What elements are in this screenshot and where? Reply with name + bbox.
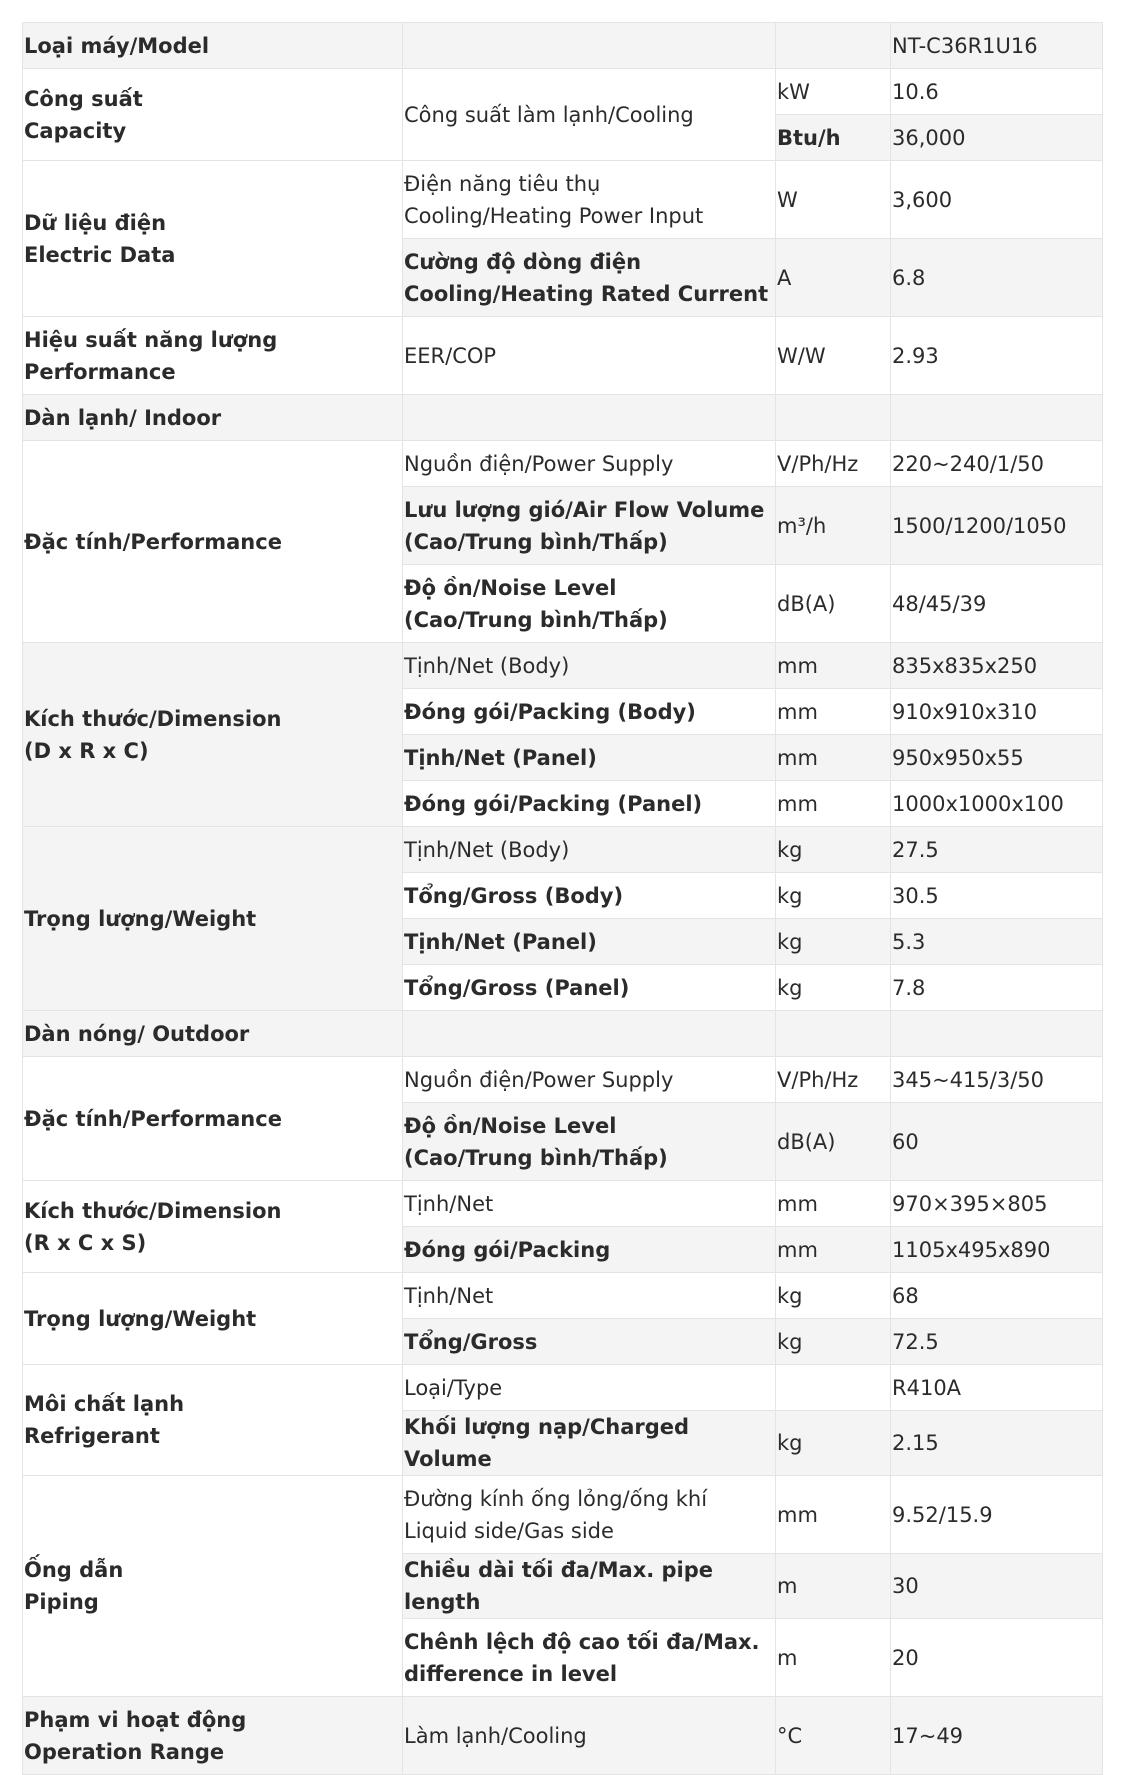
parameter-cell — [403, 161, 776, 239]
unit-cell: mm — [776, 735, 891, 781]
parameter-cell — [403, 1411, 776, 1476]
group-label-cell — [23, 317, 403, 395]
value-cell: R410A — [891, 1365, 1103, 1411]
group-label-cell — [23, 1011, 403, 1057]
group-label-cell — [23, 69, 403, 161]
table-row — [23, 23, 1103, 69]
value-cell — [891, 395, 1103, 441]
value-cell: 2.93 — [891, 317, 1103, 395]
value-cell: 835x835x250 — [891, 643, 1103, 689]
value-cell: 1105x495x890 — [891, 1227, 1103, 1273]
value-cell: 9.52/15.9 — [891, 1476, 1103, 1554]
parameter-label-line: Tịnh/Net (Panel) — [404, 745, 597, 770]
parameter-cell — [403, 441, 776, 487]
unit-cell: V/Ph/Hz — [776, 1057, 891, 1103]
parameter-label-line: Độ ồn/Noise Level — [404, 575, 617, 600]
parameter-label-line: Lưu lượng gió/Air Flow Volume — [404, 497, 765, 522]
parameter-label-line: Cường độ dòng điện — [404, 249, 642, 274]
group-label-line: Piping — [24, 1590, 99, 1614]
group-label-line: (R x C x S) — [24, 1230, 147, 1255]
unit-cell: mm — [776, 1227, 891, 1273]
group-label-line: Trọng lượng/Weight — [24, 1306, 257, 1331]
unit-cell: kg — [776, 1319, 891, 1365]
value-cell: 910x910x310 — [891, 689, 1103, 735]
group-label-cell — [23, 1273, 403, 1365]
parameter-cell — [403, 239, 776, 317]
parameter-label-line: Độ ồn/Noise Level — [404, 1113, 617, 1138]
parameter-cell — [403, 1227, 776, 1273]
parameter-label-line: Chênh lệch độ cao tối đa/Max. — [404, 1629, 760, 1654]
table-row — [23, 827, 1103, 873]
parameter-cell — [403, 1103, 776, 1181]
unit-cell: kg — [776, 919, 891, 965]
group-label-line: Dữ liệu điện — [24, 210, 167, 235]
parameter-cell — [403, 1057, 776, 1103]
unit-cell — [776, 23, 891, 69]
value-cell: 345~415/3/50 — [891, 1057, 1103, 1103]
value-cell: 5.3 — [891, 919, 1103, 965]
value-cell — [891, 1011, 1103, 1057]
group-label-cell — [23, 1181, 403, 1273]
parameter-label-line: difference in level — [404, 1661, 618, 1686]
unit-cell: V/Ph/Hz — [776, 441, 891, 487]
unit-cell: Btu/h — [776, 115, 891, 161]
parameter-cell — [403, 781, 776, 827]
parameter-cell — [403, 1619, 776, 1697]
parameter-label-line: Nguồn điện/Power Supply — [404, 1067, 674, 1092]
value-cell: 970×395×805 — [891, 1181, 1103, 1227]
group-label-line: Capacity — [24, 118, 127, 143]
group-label-cell — [23, 161, 403, 317]
value-cell: 2.15 — [891, 1411, 1103, 1476]
parameter-cell — [403, 965, 776, 1011]
value-cell: 10.6 — [891, 69, 1103, 115]
value-cell: 1000x1000x100 — [891, 781, 1103, 827]
table-row — [23, 1181, 1103, 1227]
value-cell: 20 — [891, 1619, 1103, 1697]
table-row — [23, 161, 1103, 239]
group-label-cell — [23, 23, 403, 69]
unit-cell: A — [776, 239, 891, 317]
table-row — [23, 1057, 1103, 1103]
parameter-label-line: Đóng gói/Packing — [404, 1237, 611, 1262]
group-label-cell — [23, 1697, 403, 1775]
parameter-label-line: Công suất làm lạnh/Cooling — [404, 102, 694, 127]
parameter-cell — [403, 1273, 776, 1319]
parameter-cell — [403, 1011, 776, 1057]
table-row — [23, 1697, 1103, 1775]
table-row — [23, 395, 1103, 441]
unit-cell: kg — [776, 1411, 891, 1476]
group-label-line: Đặc tính/Performance — [24, 529, 282, 554]
value-cell: 30.5 — [891, 873, 1103, 919]
parameter-label-line: Cooling/Heating Power Input — [404, 203, 704, 228]
value-cell: 17~49 — [891, 1697, 1103, 1775]
group-label-line: Dàn lạnh/ Indoor — [24, 405, 222, 430]
parameter-cell — [403, 643, 776, 689]
table-row — [23, 1273, 1103, 1319]
group-label-cell — [23, 1057, 403, 1181]
group-label-line: Refrigerant — [24, 1424, 160, 1448]
parameter-label-line: Tịnh/Net — [404, 1283, 494, 1308]
group-label-line: Phạm vi hoạt động — [24, 1707, 247, 1732]
parameter-label-line: Chiều dài tối đa/Max. pipe length — [404, 1558, 714, 1614]
value-cell: 68 — [891, 1273, 1103, 1319]
value-cell: 36,000 — [891, 115, 1103, 161]
parameter-cell — [403, 919, 776, 965]
parameter-cell — [403, 827, 776, 873]
value-cell: 27.5 — [891, 827, 1103, 873]
parameter-cell — [403, 689, 776, 735]
value-cell: 30 — [891, 1554, 1103, 1619]
table-row — [23, 441, 1103, 487]
parameter-label-line: Đường kính ống lỏng/ống khí — [404, 1486, 708, 1511]
parameter-label-line: Nguồn điện/Power Supply — [404, 451, 674, 476]
parameter-label-line: Đóng gói/Packing (Body) — [404, 699, 696, 724]
unit-cell: W/W — [776, 317, 891, 395]
spec-table-wrapper — [22, 22, 1102, 1775]
spec-table — [22, 22, 1103, 1775]
group-label-line: Dàn nóng/ Outdoor — [24, 1021, 250, 1046]
parameter-label-line: Điện năng tiêu thụ — [404, 171, 601, 196]
unit-cell: mm — [776, 643, 891, 689]
table-row — [23, 1476, 1103, 1554]
unit-cell — [776, 1011, 891, 1057]
unit-cell: W — [776, 161, 891, 239]
value-cell: 60 — [891, 1103, 1103, 1181]
unit-cell: dB(A) — [776, 565, 891, 643]
parameter-label-line: EER/COP — [404, 343, 497, 368]
group-label-line: Hiệu suất năng lượng — [24, 327, 278, 352]
value-cell: 3,600 — [891, 161, 1103, 239]
parameter-label-line: Tổng/Gross — [404, 1329, 538, 1354]
value-cell: 72.5 — [891, 1319, 1103, 1365]
value-cell: 48/45/39 — [891, 565, 1103, 643]
unit-cell: mm — [776, 1181, 891, 1227]
value-cell: 950x950x55 — [891, 735, 1103, 781]
parameter-cell — [403, 1181, 776, 1227]
unit-cell: kg — [776, 965, 891, 1011]
group-label-line: Môi chất lạnh — [24, 1392, 185, 1416]
parameter-cell — [403, 1697, 776, 1775]
group-label-cell — [23, 827, 403, 1011]
unit-cell: dB(A) — [776, 1103, 891, 1181]
unit-cell: kg — [776, 827, 891, 873]
parameter-label-line: Loại/Type — [404, 1375, 503, 1400]
group-label-cell — [23, 643, 403, 827]
unit-cell: mm — [776, 1476, 891, 1554]
group-label-line: Performance — [24, 359, 176, 384]
parameter-cell — [403, 1554, 776, 1619]
parameter-cell — [403, 873, 776, 919]
group-label-line: Electric Data — [24, 242, 176, 267]
parameter-label-line: Tịnh/Net — [404, 1191, 494, 1216]
group-label-cell — [23, 395, 403, 441]
unit-cell — [776, 1365, 891, 1411]
parameter-label-line: Tổng/Gross (Panel) — [404, 975, 630, 1000]
table-row — [23, 1011, 1103, 1057]
value-cell: 1500/1200/1050 — [891, 487, 1103, 565]
parameter-cell — [403, 735, 776, 781]
parameter-cell — [403, 69, 776, 161]
parameter-label-line: (Cao/Trung bình/Thấp) — [404, 529, 668, 554]
unit-cell — [776, 395, 891, 441]
group-label-line: Công suất — [24, 86, 143, 111]
unit-cell: m — [776, 1554, 891, 1619]
group-label-cell — [23, 441, 403, 643]
group-label-line: Trọng lượng/Weight — [24, 906, 257, 931]
parameter-label-line: Tịnh/Net (Body) — [404, 653, 570, 678]
parameter-cell — [403, 1319, 776, 1365]
unit-cell: kg — [776, 1273, 891, 1319]
parameter-label-line: Tổng/Gross (Body) — [404, 883, 624, 908]
unit-cell: m — [776, 1619, 891, 1697]
parameter-cell — [403, 565, 776, 643]
unit-cell: °C — [776, 1697, 891, 1775]
unit-cell: m³/h — [776, 487, 891, 565]
parameter-cell — [403, 487, 776, 565]
group-label-cell — [23, 1476, 403, 1697]
value-cell: 7.8 — [891, 965, 1103, 1011]
spec-table-body — [23, 23, 1103, 1775]
value-cell: NT-C36R1U16 — [891, 23, 1103, 69]
parameter-label-line: Đóng gói/Packing (Panel) — [404, 791, 703, 816]
table-row — [23, 1365, 1103, 1411]
value-cell: 6.8 — [891, 239, 1103, 317]
parameter-cell — [403, 1365, 776, 1411]
group-label-cell — [23, 1365, 403, 1476]
unit-cell: mm — [776, 781, 891, 827]
parameter-label-line: (Cao/Trung bình/Thấp) — [404, 1145, 668, 1170]
table-row — [23, 643, 1103, 689]
parameter-label-line: Tịnh/Net (Panel) — [404, 929, 597, 954]
table-row — [23, 69, 1103, 115]
parameter-label-line: Làm lạnh/Cooling — [404, 1723, 587, 1748]
parameter-cell — [403, 395, 776, 441]
parameter-label-line: (Cao/Trung bình/Thấp) — [404, 607, 668, 632]
group-label-line: Kích thước/Dimension — [24, 1198, 282, 1223]
group-label-line: Ống dẫn — [24, 1558, 124, 1582]
table-row — [23, 317, 1103, 395]
parameter-cell — [403, 317, 776, 395]
parameter-cell — [403, 1476, 776, 1554]
unit-cell: mm — [776, 689, 891, 735]
group-label-line: Loại máy/Model — [24, 33, 210, 58]
parameter-label-line: Cooling/Heating Rated Current — [404, 281, 769, 306]
unit-cell: kg — [776, 873, 891, 919]
parameter-label-line: Tịnh/Net (Body) — [404, 837, 570, 862]
group-label-line: Kích thước/Dimension — [24, 706, 282, 731]
parameter-cell — [403, 23, 776, 69]
unit-cell: kW — [776, 69, 891, 115]
parameter-label-line: Liquid side/Gas side — [404, 1518, 614, 1543]
parameter-label-line: Khối lượng nạp/Charged Volume — [404, 1415, 690, 1471]
group-label-line: Operation Range — [24, 1739, 225, 1764]
group-label-line: Đặc tính/Performance — [24, 1106, 282, 1131]
group-label-line: (D x R x C) — [24, 738, 149, 763]
value-cell: 220~240/1/50 — [891, 441, 1103, 487]
